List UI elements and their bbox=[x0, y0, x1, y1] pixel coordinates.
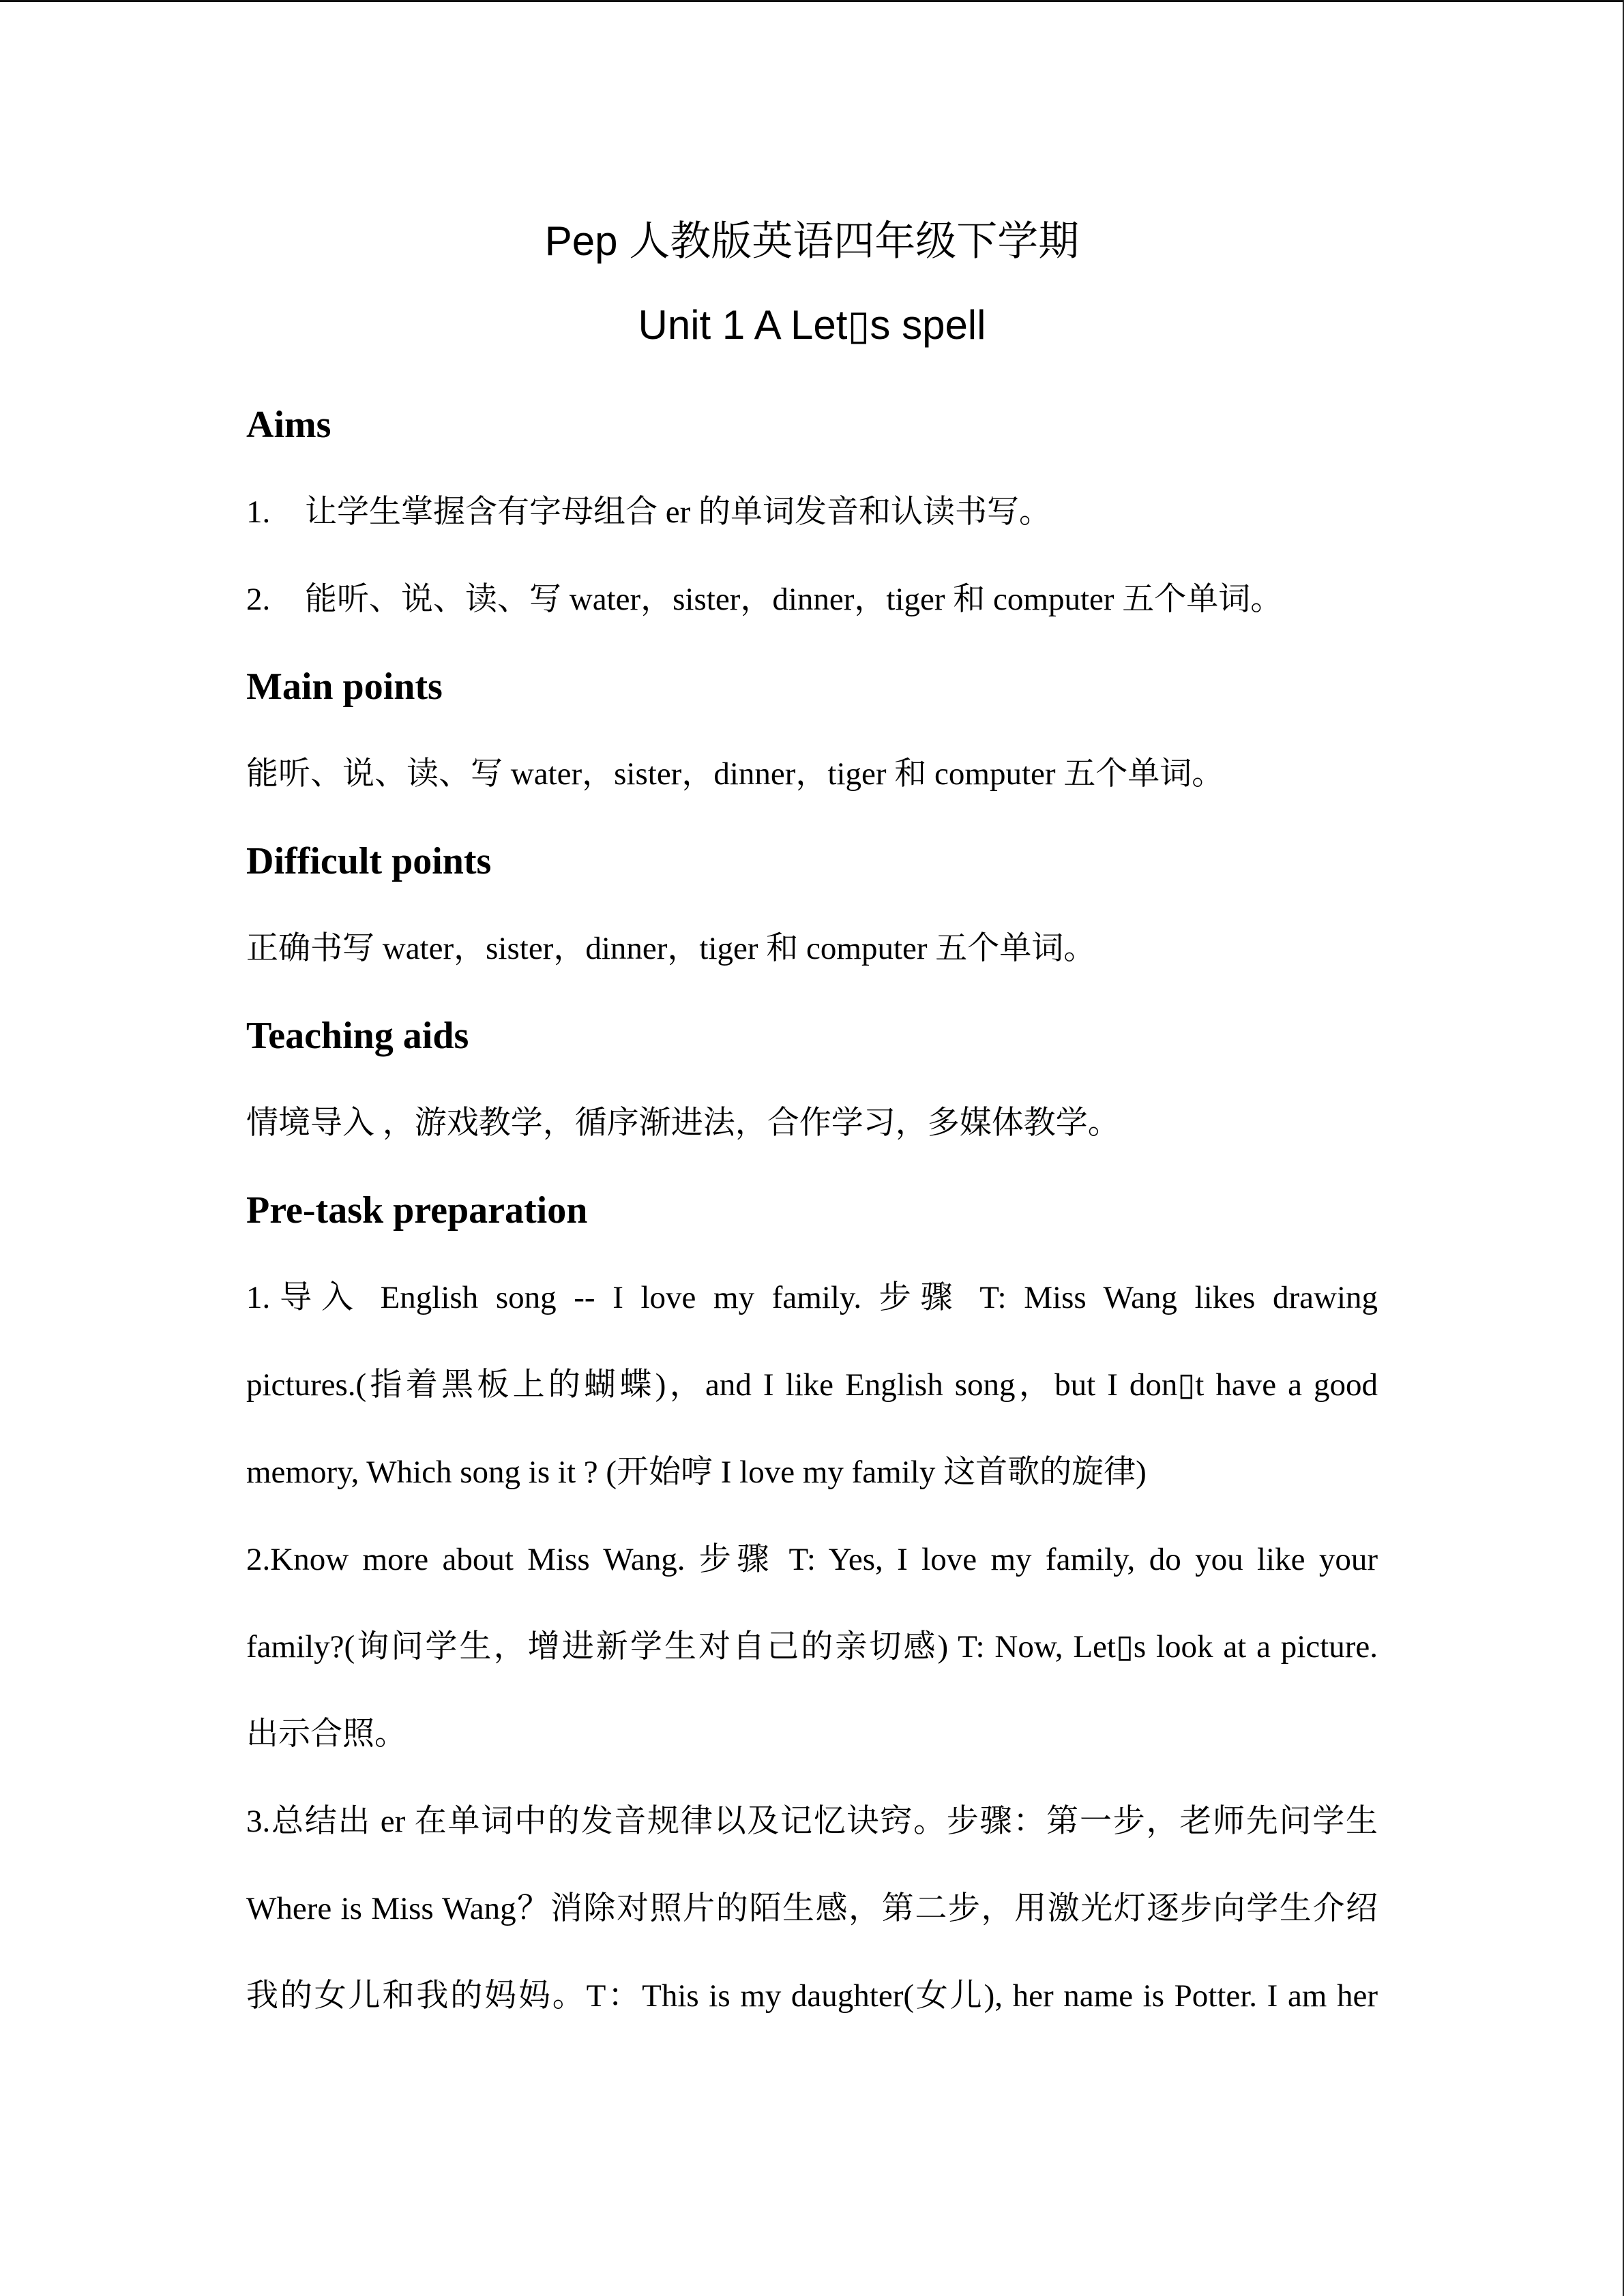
list-item-number: 2. bbox=[246, 582, 271, 617]
paragraph-line: pictures.(指着黑板上的蝴蝶)，and I like English song，but I don▯t have a good bbox=[246, 1367, 1378, 1403]
section-heading-main-points: Main points bbox=[246, 666, 443, 708]
section-pre-task-preparation bbox=[246, 1167, 1378, 2040]
document-body bbox=[246, 381, 1378, 2040]
paragraph-line: 1.导入 English song -- I love my family. 步骤 T: Miss Wang likes drawing bbox=[246, 1280, 1378, 1315]
list-item-text: 让学生掌握含有字母组合 er 的单词发音和认读书写。 bbox=[305, 494, 1052, 530]
list-item-text: 能听、说、读、写 water，sister，dinner，tiger 和 computer 五个单词。 bbox=[305, 582, 1283, 617]
paragraph-line: 3.总结出 er 在单词中的发音规律以及记忆诀窍。步骤：第一步，老师先问学生 bbox=[246, 1804, 1378, 1839]
section-heading-pre-task-preparation: Pre-task preparation bbox=[246, 1189, 588, 1232]
section-heading-teaching-aids: Teaching aids bbox=[246, 1015, 469, 1057]
section-main-points bbox=[246, 643, 1378, 818]
paragraph-line: 2.Know more about Miss Wang. 步骤 T: Yes, I love my family, do you like your bbox=[246, 1542, 1378, 1577]
section-heading-difficult-points: Difficult points bbox=[246, 840, 492, 882]
list-item bbox=[246, 556, 1378, 643]
section-teaching-aids bbox=[246, 992, 1378, 1167]
paragraph-line: 正确书写 water，sister，dinner，tiger 和 computer 五个单词。 bbox=[246, 931, 1096, 966]
section-aims bbox=[246, 381, 1378, 643]
paragraph bbox=[246, 1516, 1378, 1778]
paragraph-line: 情境导入 ，游戏教学，循序渐进法，合作学习，多媒体教学。 bbox=[246, 1105, 1120, 1141]
list-item bbox=[246, 468, 1378, 556]
paragraph-line: 我的女儿和我的妈妈。T：This is my daughter(女儿), her name is Potter. I am her bbox=[246, 1978, 1378, 2014]
paragraph-line: 出示合照。 bbox=[246, 1716, 407, 1752]
paragraph-line: memory, Which song is it ? (开始哼 I love my family 这首歌的旋律) bbox=[246, 1455, 1147, 1490]
paragraph-line: Where is Miss Wang？消除对照片的陌生感，第二步，用激光灯逐步向学生介绍 bbox=[246, 1891, 1378, 1926]
document-title: Pep 人教版英语四年级下学期 bbox=[544, 218, 1080, 264]
paragraph bbox=[246, 1254, 1378, 1516]
paragraph-line: 能听、说、读、写 water，sister，dinner，tiger 和 computer 五个单词。 bbox=[246, 756, 1224, 792]
section-heading-aims: Aims bbox=[246, 404, 331, 446]
paragraph bbox=[246, 1778, 1378, 2040]
paragraph-line: family?(询问学生，增进新学生对自己的亲切感) T: Now, Let▯s look at a picture. bbox=[246, 1629, 1378, 1665]
section-difficult-points bbox=[246, 818, 1378, 992]
list-item-number: 1. bbox=[246, 494, 271, 530]
document-subtitle: Unit 1 A Let▯s spell bbox=[638, 302, 986, 348]
page-top-border bbox=[0, 0, 1624, 2]
